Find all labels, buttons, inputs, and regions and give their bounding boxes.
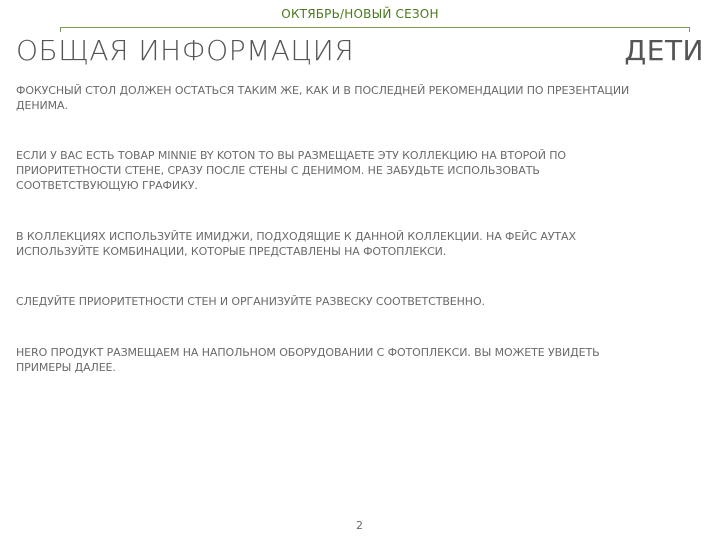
- header-title: ОКТЯБРЬ/НОВЫЙ СЕЗОН: [281, 7, 439, 21]
- header-divider-right-tick: [689, 27, 690, 32]
- slide-header: [0, 0, 720, 30]
- paragraph-focus-table: ФОКУСНЫЙ СТОЛ ДОЛЖЕН ОСТАТЬСЯ ТАКИМ ЖЕ, КАК И В ПОСЛЕДНЕЙ РЕКОМЕНДАЦИИ ПО ПРЕЗЕНТАЦИИ ДЕНИМА.: [16, 84, 630, 112]
- header-divider-left-tick: [60, 27, 61, 32]
- paragraph-minnie-collection: ЕСЛИ У ВАС ЕСТЬ ТОВАР MINNIE BY KOTON ТО ВЫ РАЗМЕЩАЕТЕ ЭТУ КОЛЛЕКЦИЮ НА ВТОРОЙ ПО ПРИОРИТЕТНОСТИ СТЕНЕ, СРАЗУ ПОСЛЕ СТЕНЫ С ДЕНИМОМ. НЕ ЗАБУДЬТЕ ИСПОЛЬЗОВАТЬ СООТВЕТСТВУЮЩУЮ ГРАФИКУ.: [16, 149, 566, 192]
- paragraph-collection-images: В КОЛЛЕКЦИЯХ ИСПОЛЬЗУЙТЕ ИМИДЖИ, ПОДХОДЯЩИЕ К ДАННОЙ КОЛЛЕКЦИИ. НА ФЕЙС АУТАХ ИСПОЛЬЗУЙТЕ КОМБИНАЦИИ, КОТОРЫЕ ПРЕДСТАВЛЕНЫ НА ФОТОПЛЕКСИ.: [16, 230, 576, 258]
- header-divider: [60, 27, 690, 28]
- paragraph-wall-priority: СЛЕДУЙТЕ ПРИОРИТЕТНОСТИ СТЕН И ОРГАНИЗУЙТЕ РАЗВЕСКУ СООТВЕТСТВЕННО.: [16, 295, 485, 308]
- section-title: ОБЩАЯ ИНФОРМАЦИЯ: [16, 34, 355, 67]
- category-title: ДЕТИ: [624, 34, 704, 67]
- paragraph-hero-product: HERO ПРОДУКТ РАЗМЕЩАЕМ НА НАПОЛЬНОМ ОБОРУДОВАНИИ С ФОТОПЛЕКСИ. ВЫ МОЖЕТЕ УВИДЕТЬ ПРИМЕРЫ ДАЛЕЕ.: [16, 346, 600, 374]
- page-number: 2: [356, 519, 363, 532]
